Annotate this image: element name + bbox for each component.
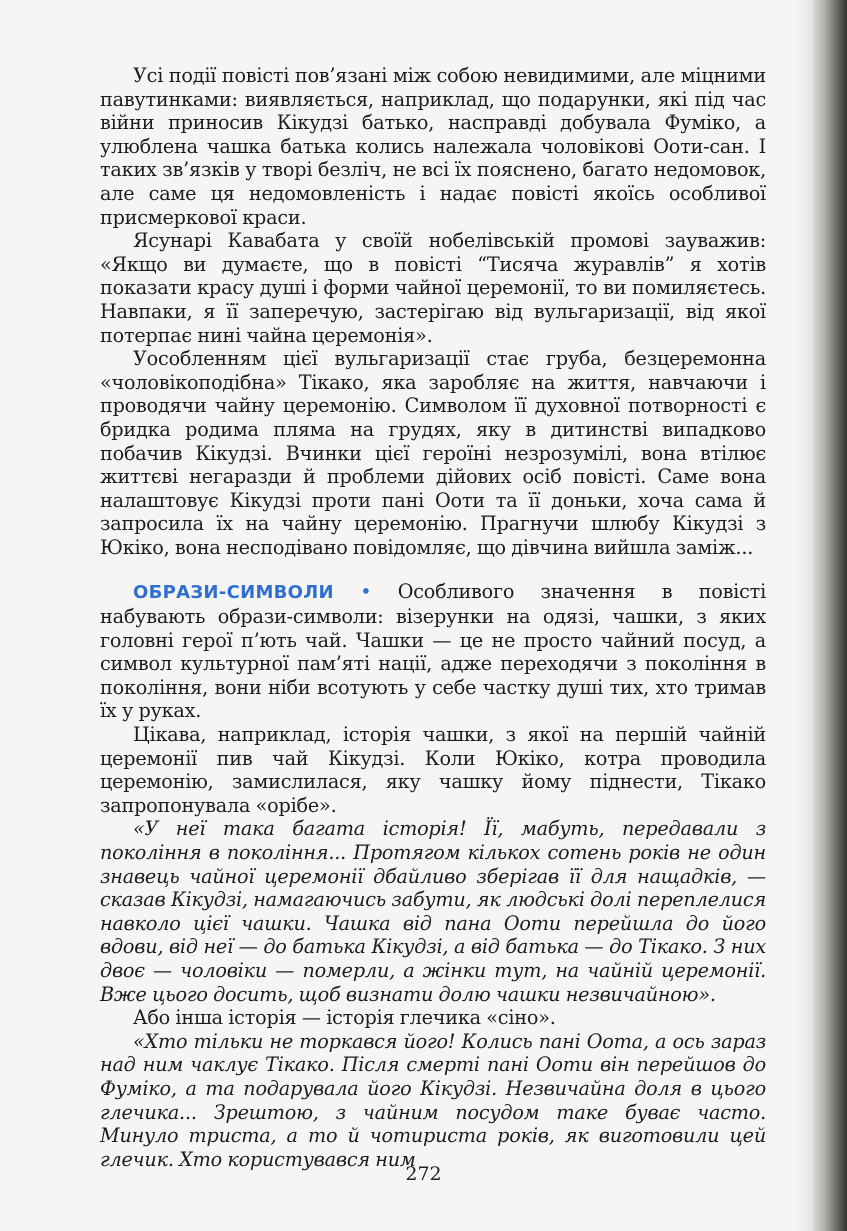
book-binding-edge xyxy=(813,0,847,1231)
section-intro: Особливого значення в повісті набувають образи-символи: візерунки на одязі, чашки, з яких головні герої п’ють чай. Чашки — це не просто чайний посуд, а символ культурної пам’яті нації, адже переходячи з покоління в покоління, вони ніби всотують у себе частку душі тих, хто тримав їх у руках. xyxy=(100,580,767,723)
binding-shadow xyxy=(795,0,813,1231)
page-text xyxy=(100,64,766,1171)
section-bullet: • xyxy=(360,580,372,604)
page-number: 272 xyxy=(405,1163,442,1185)
paragraph: Усі події повісті пов’язані між собою невидимими, але міцними павутинками: виявляється, наприклад, що подарунки, які під час війни приносив Кікудзі батько, насправді добувала Фуміко, а улюблена чашка батька колись належала чоловікові Ооти-сан. І таких зв’язків у творі безліч, не всі їх пояснено, багато недомовок, але саме ця недомовленість і надає повісті якоїсь особливої присмеркової краси. xyxy=(100,64,766,229)
paragraph: Або інша історія — історія глечика «сіно». xyxy=(133,1006,556,1030)
paragraph: Уособленням цієї вульгаризації стає груба, безцеремонна «чоловікоподібна» Тікако, яка заробляє на життя, навчаючи і проводячи чайну церемонію. Символом її духовної потворності є бридка родима пляма на грудях, яку в дитинстві випадково побачив Кікудзі. Вчинки цієї героїні незрозумілі, вона втілює життєві негаразди й проблеми дійових осіб повісті. Саме вона налаштовує Кікудзі проти пані Ооти та її доньки, хоча сама й запросила їх на чайну церемонію. Прагнучи шлюбу Кікудзі з Юкіко, вона несподівано повідомляє, що дівчина вийшла заміж... xyxy=(100,347,766,559)
section-heading: ОБРАЗИ-СИМВОЛИ xyxy=(133,582,334,604)
paragraph: Цікава, наприклад, історія чашки, з якої на першій чайній церемонії пив чай Кікудзі. Коли Юкіко, котра проводила церемонію, замислилася, яку чашку йому піднести, Тікако запропонувала «орібе». xyxy=(100,723,766,817)
quote-paragraph: «У неї така багата історія! Її, мабуть, передавали з покоління в покоління... Протягом кількох сотень років не один знавець чайної церемонії дбайливо зберігав її для нащадків, — сказав Кікудзі, намагаючись забути, як людські долі переплелися навколо цієї чашки. Чашка від пана Ооти перейшла до його вдови, від неї — до батька Кікудзі, а від батька — до Тікако. З них двоє — чоловіки — померли, а жінки тут, на чайній церемонії. Вже цього досить, щоб визнати долю чашки незвичайною». xyxy=(100,817,766,1006)
quote-paragraph: «Хто тільки не торкався його! Колись пані Оота, а ось зараз над ним чаклує Тікако. Після смерті пані Ооти він перейшов до Фуміко, а та подарувала його Кікудзі. Незвичайна доля в цього глечика... Зрештою, з чайним посудом таке буває часто. Минуло триста, а то й чотириста років, як виготовили цей глечик. Хто користувався ним xyxy=(100,1029,766,1171)
section-paragraph xyxy=(100,580,766,723)
paragraph: Ясунарі Кавабата у своїй нобелівській промові зауважив: «Якщо ви думаєте, що в повісті “Тисяча журавлів” я хотів показати красу душі і форми чайної церемонії, то ви помиляєтесь. Навпаки, я її заперечую, застерігаю від вульгаризації, від якої потерпає нині чайна церемонія». xyxy=(100,229,766,347)
